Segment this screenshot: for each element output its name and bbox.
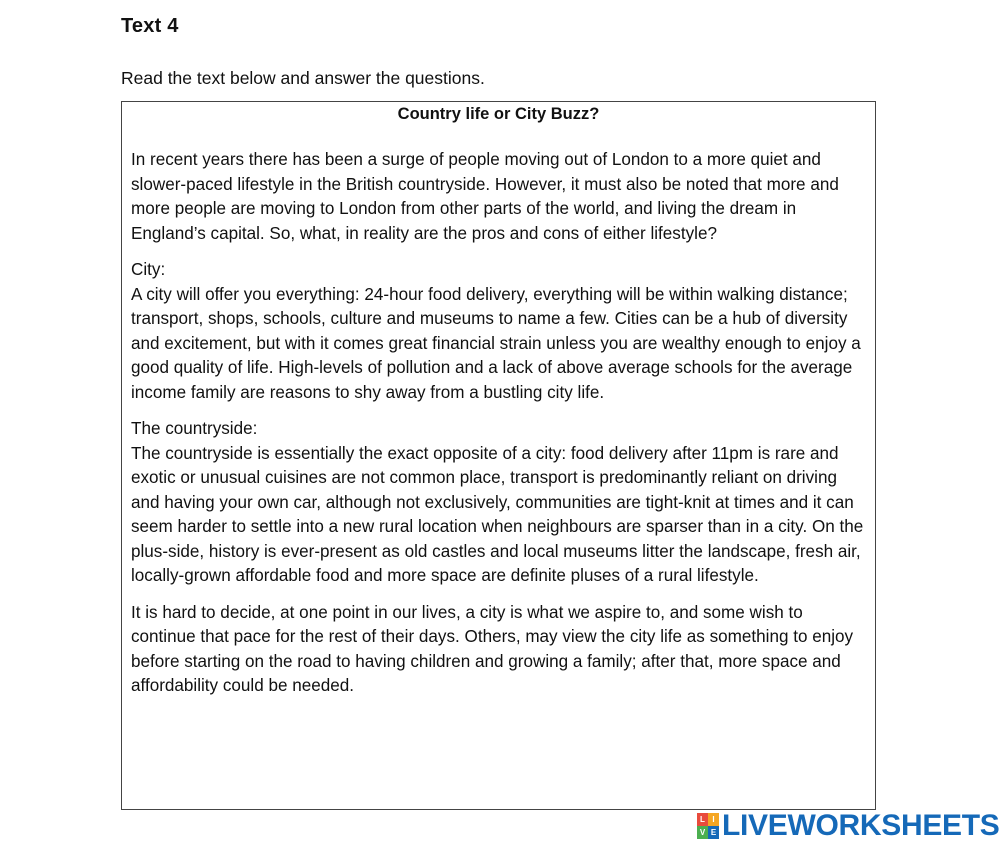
- logo-mark-icon: [697, 813, 719, 839]
- article-title: Country life or City Buzz?: [397, 105, 600, 123]
- logo-letter: I: [708, 813, 719, 826]
- article-box: [121, 101, 876, 810]
- countryside-label: The countryside:: [131, 419, 258, 438]
- countryside-section: [131, 417, 869, 589]
- city-paragraph: A city will offer you everything: 24-hour food delivery, everything will be within walking distance; transport, shops, schools, culture and museums to name a few. Cities can be a hub of diversity and excitement, but with it comes great financial strain unless you are wealthy enough to enjoy a good quality of life. High-levels of pollution and a lack of above average schools for the average income family are reasons to shy away from a bustling city life.: [131, 284, 861, 402]
- logo-letter: E: [708, 826, 719, 839]
- liveworksheets-logo: [697, 810, 1000, 842]
- instruction-text: Read the text below and answer the questions.: [121, 68, 485, 88]
- page-heading: Text 4: [121, 15, 179, 37]
- countryside-paragraph: The countryside is essentially the exact opposite of a city: food delivery after 11pm is rare and exotic or unusual cuisines are not common place, transport is predominantly reliant on driving and having your own car, although not exclusively, communities are tight-knit at times and it can seem harder to settle into a new rural location when neighbours are sparser than in a city. On the plus-side, history is ever-present as old castles and local museums litter the landscape, fresh air, locally-grown affordable food and more space are definite pluses of a rural lifestyle.: [131, 443, 864, 585]
- article-body: [131, 148, 869, 711]
- city-section: [131, 258, 869, 405]
- logo-letter: V: [697, 826, 708, 839]
- logo-wordmark: LIVEWORKSHEETS: [722, 809, 1000, 842]
- logo-letter: L: [697, 813, 708, 826]
- conclusion-paragraph: It is hard to decide, at one point in our lives, a city is what we aspire to, and some wish to continue that pace for the rest of their days. Others, may view the city life as something to enjoy before starting on the road to having children and growing a family; after that, more space and affordability could be needed.: [131, 602, 854, 695]
- city-label: City:: [131, 260, 166, 279]
- intro-paragraph: In recent years there has been a surge of people moving out of London to a more quiet and slower-paced lifestyle in the British countryside. However, it must also be noted that more and more people are moving to London from other parts of the world, and living the dream in England’s capital. So, what, in reality are the pros and cons of either lifestyle?: [131, 150, 839, 243]
